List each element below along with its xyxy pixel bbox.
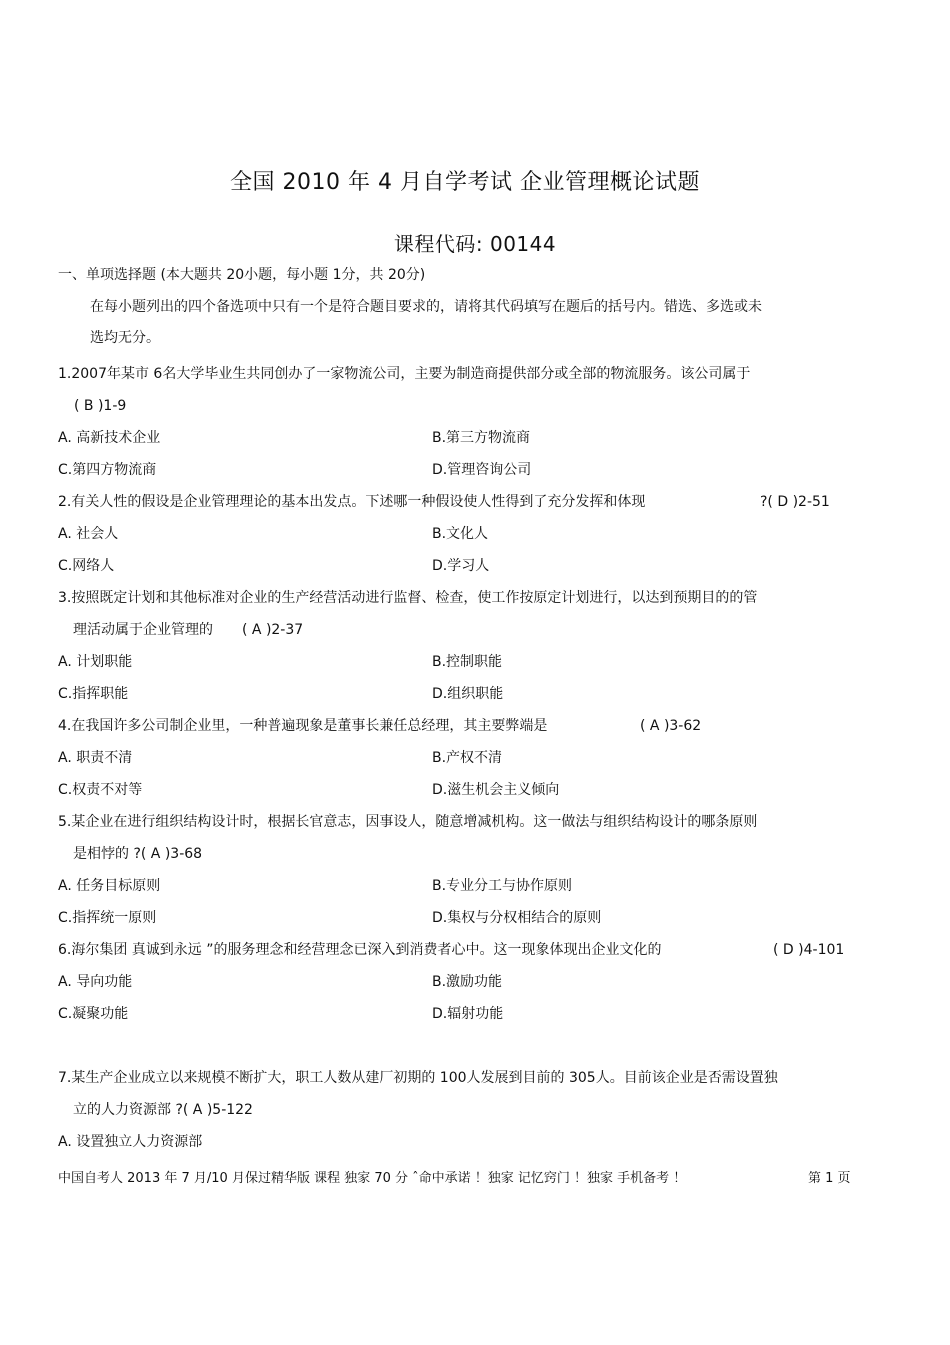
instruction-line-1: 在每小题列出的四个备选项中只有一个是符合题目要求的，请将其代码填写在题后的括号内。错选、多选或未 (90, 299, 762, 315)
instruction-line-2: 选均无分。 (90, 330, 160, 346)
question-3-stem-cont: 理活动属于企业管理的 (73, 622, 213, 638)
question-5-option-a: A. 任务目标原则 (58, 878, 161, 894)
question-6-stem: 6.海尔集团 真诚到永远 ”的服务理念和经营理念已深入到消费者心中。这一现象体现出企业文化的 (58, 942, 662, 958)
question-6-option-d: D.辐射功能 (432, 1006, 504, 1022)
question-2-option-b: B.文化人 (432, 526, 489, 542)
question-2-stem: 2.有关人性的假设是企业管理理论的基本出发点。下述哪一种假设使人性得到了充分发挥和体现 (58, 494, 646, 510)
question-1-option-a: A. 高新技术企业 (58, 430, 161, 446)
question-4-option-a: A. 职责不清 (58, 750, 133, 766)
question-5-option-b: B.专业分工与协作原则 (432, 878, 573, 894)
question-2-option-d: D.学习人 (432, 558, 490, 574)
question-6-option-b: B.激励功能 (432, 974, 503, 990)
question-3-option-b: B.控制职能 (432, 654, 503, 670)
question-5-stem: 5.某企业在进行组织结构设计时，根据长官意志，因事设人，随意增减机构。这一做法与组织结构设计的哪条原则 (58, 814, 758, 830)
question-1-option-b: B.第三方物流商 (432, 430, 531, 446)
section-heading: 一、单项选择题 (本大题共 20小题，每小题 1分，共 20分) (58, 267, 426, 283)
question-5-option-c: C.指挥统一原则 (58, 910, 157, 926)
question-7-stem: 7.某生产企业成立以来规模不断扩大，职工人数从建厂初期的 100人发展到目前的 305人。目前该企业是否需设置独 (58, 1070, 778, 1086)
question-5-option-d: D.集权与分权相结合的原则 (432, 910, 602, 926)
question-6-answer: ( D )4-101 (773, 942, 845, 958)
question-2-option-c: C.网络人 (58, 558, 115, 574)
course-code: 课程代码: 00144 (393, 232, 557, 256)
page-title: 全国 2010 年 4 月自学考试 企业管理概论试题 (230, 170, 700, 195)
question-3-option-d: D.组织职能 (432, 686, 504, 702)
question-3-stem: 3.按照既定计划和其他标准对企业的生产经营活动进行监督、检查，使工作按原定计划进行，以达到预期目的的管 (58, 590, 758, 606)
question-2-option-a: A. 社会人 (58, 526, 119, 542)
question-4-option-c: C.权责不对等 (58, 782, 143, 798)
question-7-option-a: A. 设置独立人力资源部 (58, 1134, 203, 1150)
question-4-option-b: B.产权不清 (432, 750, 503, 766)
question-1-stem: 1.2007年某市 6名大学毕业生共同创办了一家物流公司，主要为制造商提供部分或全部的物流服务。该公司属于 (58, 366, 751, 382)
question-4-stem: 4.在我国许多公司制企业里，一种普遍现象是董事长兼任总经理，其主要弊端是 (58, 718, 548, 734)
question-1-answer: ( B )1-9 (74, 398, 127, 414)
question-3-answer: ( A )2-37 (242, 622, 304, 638)
page-number: 第 1 页 (808, 1171, 851, 1186)
question-5-stem-cont: 是相悖的 ?( A )3-68 (73, 846, 203, 862)
question-4-option-d: D.滋生机会主义倾向 (432, 782, 560, 798)
question-6-option-a: A. 导向功能 (58, 974, 133, 990)
question-4-answer: ( A )3-62 (640, 718, 702, 734)
question-1-option-c: C.第四方物流商 (58, 462, 157, 478)
question-2-answer: ?( D )2-51 (760, 494, 830, 510)
question-3-option-a: A. 计划职能 (58, 654, 133, 670)
question-1-option-d: D.管理咨询公司 (432, 462, 532, 478)
page-footer: 中国自考人 2013 年 7 月/10 月保过精华版 课程 独家 70 分 ˆ命中承诺 ！独家 记忆窍门 ！独家 手机备考 ！ (58, 1171, 687, 1186)
question-6-option-c: C.凝聚功能 (58, 1006, 129, 1022)
question-3-option-c: C.指挥职能 (58, 686, 129, 702)
question-7-stem-cont: 立的人力资源部 ?( A )5-122 (73, 1102, 253, 1118)
